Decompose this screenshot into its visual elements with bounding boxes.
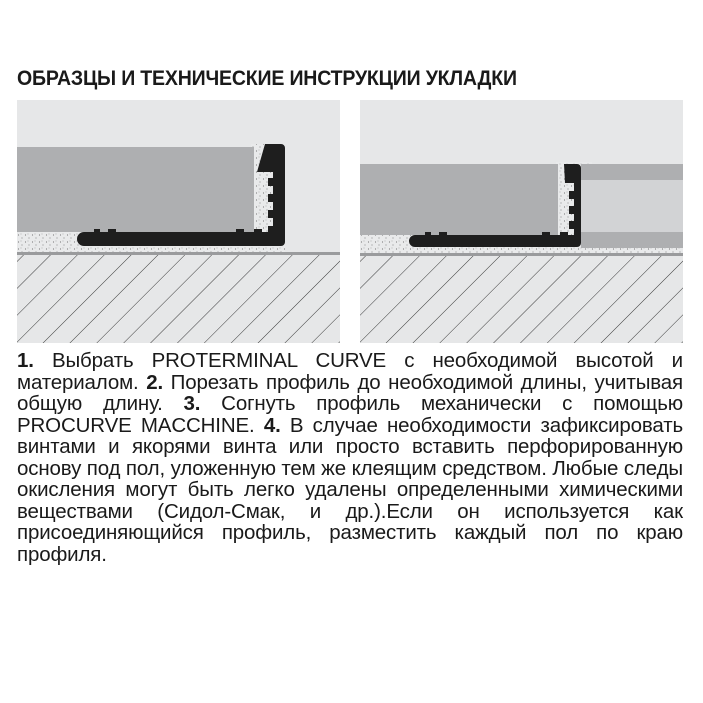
step-1-text: Выбрать PROTERMINAL CURVE с необходимой высотой и материалом. <box>17 349 683 394</box>
step-4-text: В случае необходимости зафиксировать винтами и якорями винта или просто вставить перфорированную основу под пол, уложенную тем же клеящим средством. Любые следы окисления могут быть легко удалены определенными химическими веществами (Сидол-Смак, и др.).Если он используется как присоединяющийся профиль, разместить каждый пол по краю профиля. <box>17 413 683 566</box>
left-cross-section-illustration <box>17 100 340 343</box>
step-2-text: Порезать профиль до необходимой длины, учитывая общую длину. <box>17 370 683 415</box>
page-title: ОБРАЗЦЫ И ТЕХНИЧЕСКИЕ ИНСТРУКЦИИ УКЛАДКИ <box>17 67 517 90</box>
step-3-number: 3. <box>183 392 201 415</box>
step-1-number: 1. <box>17 349 34 372</box>
step-2-number: 2. <box>146 370 164 394</box>
step-3-text: Согнуть профиль механически с помощью PROCURVE MACCHINE. <box>17 392 683 437</box>
right-diagram <box>360 100 683 343</box>
right-cross-section-illustration <box>360 100 683 343</box>
instructions-paragraph <box>17 350 683 565</box>
step-4-number: 4. <box>263 413 281 437</box>
left-diagram <box>17 100 340 343</box>
